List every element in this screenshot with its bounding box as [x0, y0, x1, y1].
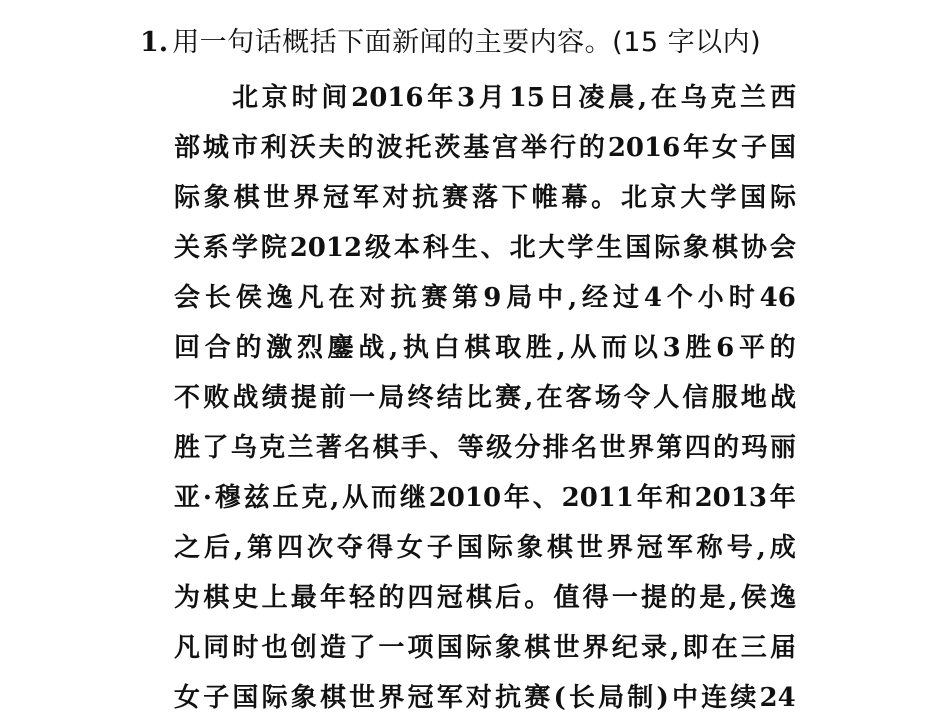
question-prompt [140, 18, 820, 68]
passage-line: 凡 同 时 也 创 造 了 一 项 国 际 象 棋 世 界 纪 录 , 即 在 三 届 [174, 633, 796, 663]
passage-line: 回 合 的 激 烈 鏖 战 , 执 白 棋 取 胜 , 从 而 以 3 胜 6 平 的 [174, 333, 796, 363]
passage-line: 胜 了 乌 克 兰 著 名 棋 手 、 等 级 分 排 名 世 界 第 四 的 玛 丽 [174, 433, 796, 463]
passage-line: 女 子 国 际 象 棋 世 界 冠 军 对 抗 赛 ( 长 局 制 ) 中 连 续 24 [174, 683, 796, 713]
passage-line: 关 系 学 院 2012 级 本 科 生 、 北 大 学 生 国 际 象 棋 协 会 [174, 233, 796, 263]
passage-line: 际 象 棋 世 界 冠 军 对 抗 赛 落 下 帷 幕 。 北 京 大 学 国 际 [174, 183, 796, 213]
passage-line: 会 长 侯 逸 凡 在 对 抗 赛 第 9 局 中 , 经 过 4 个 小 时 46 [174, 283, 796, 313]
passage-line: 之 后 , 第 四 次 夺 得 女 子 国 际 象 棋 世 界 冠 军 称 号 , 成 [174, 533, 796, 563]
passage-line: 部 城 市 利 沃 夫 的 波 托 茨 基 宫 举 行 的 2016 年 女 子 国 [174, 133, 796, 163]
question-text: 用一句话概括下面新闻的主要内容。(15 字以内) [172, 27, 762, 58]
question-number: 1. [140, 27, 169, 58]
passage-line: 不 败 战 绩 提 前 一 局 终 结 比 赛 , 在 客 场 令 人 信 服 地 战 [174, 383, 796, 413]
passage-line: 北 京 时 间 2016 年 3 月 15 日 凌 晨 , 在 乌 克 兰 西 [232, 83, 796, 113]
passage-line: 亚 · 穆 兹 丘 克 , 从 而 继 2010 年 、 2011 年 和 2013 年 [174, 483, 796, 513]
news-passage [174, 73, 796, 723]
passage-line: 为 棋 史 上 最 年 轻 的 四 冠 棋 后 。 值 得 一 提 的 是 , 侯 逸 [174, 583, 796, 613]
